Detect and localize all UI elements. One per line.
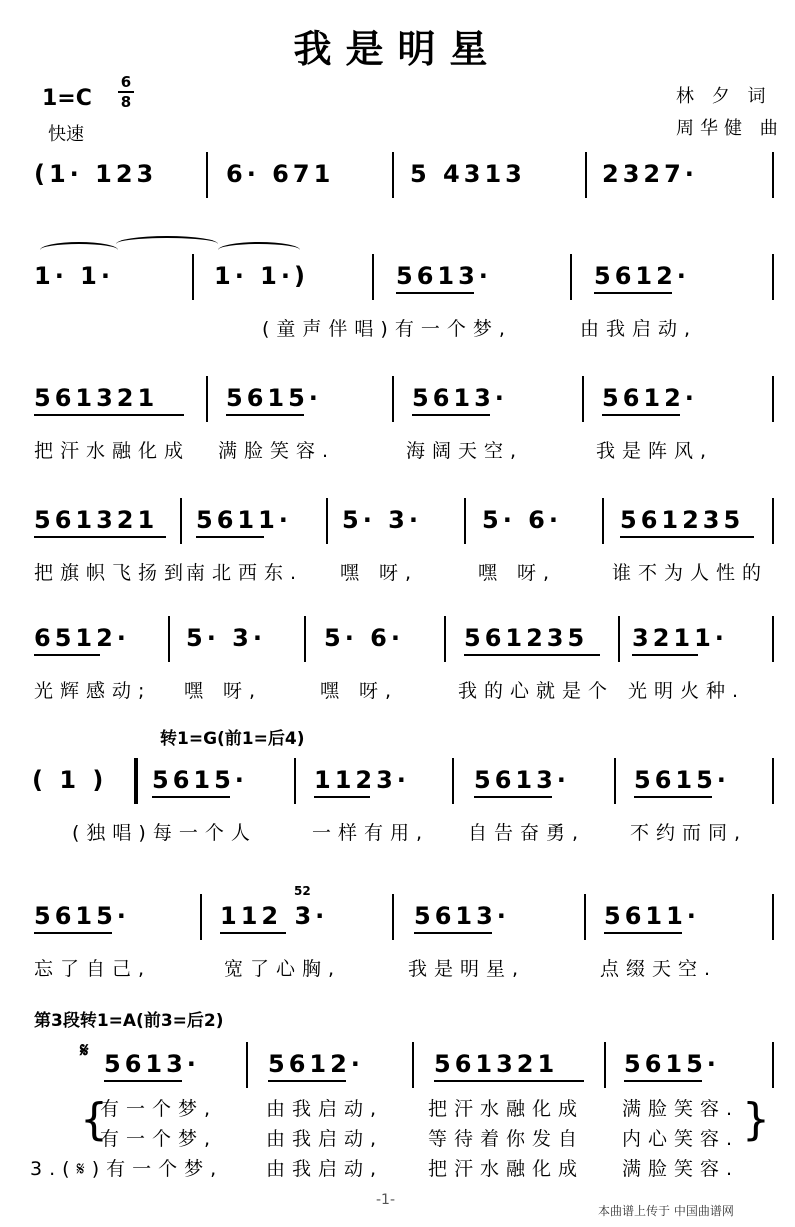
- measure: 2327·: [602, 160, 698, 188]
- page-number: -1-: [376, 1192, 396, 1208]
- verse-1-lyric: 把汗水融化成: [428, 1098, 585, 1120]
- beam: [268, 1080, 346, 1082]
- lyric: 嘿 呀,: [320, 680, 399, 702]
- barline: [326, 498, 328, 544]
- barline: [614, 758, 616, 804]
- grace-note: 52: [294, 884, 311, 898]
- composer-credit: 周华健 曲: [676, 118, 784, 139]
- measure: 5611·: [604, 902, 700, 930]
- beam: [34, 932, 112, 934]
- measure: 6· 671: [226, 160, 335, 188]
- barline: [464, 498, 466, 544]
- lyric: (童声伴唱)有一个梦,: [262, 318, 512, 340]
- beam: [632, 654, 698, 656]
- measure: 6512·: [34, 624, 130, 652]
- barline: [582, 376, 584, 422]
- barline: [772, 376, 774, 422]
- measure: 5· 6·: [324, 624, 404, 652]
- beam: [624, 1080, 702, 1082]
- barline: [570, 254, 572, 300]
- barline: [602, 498, 604, 544]
- repeat-start-barline: [134, 758, 138, 804]
- barline: [772, 498, 774, 544]
- beam: [314, 796, 370, 798]
- measure: 561321: [34, 506, 159, 534]
- measure: 5· 6·: [482, 506, 562, 534]
- barline: [372, 254, 374, 300]
- modulation-marking: 转1=G(前1=后4): [160, 729, 305, 749]
- measure: 5612·: [594, 262, 690, 290]
- barline: [772, 758, 774, 804]
- barline: [585, 152, 587, 198]
- lyric: (独唱)每一个人: [72, 822, 257, 844]
- slur: [40, 242, 118, 258]
- lyric: 不约而同,: [630, 822, 748, 844]
- beam: [34, 654, 100, 656]
- measure: 112 3·: [220, 902, 329, 930]
- beam: [34, 414, 184, 416]
- verse-2-lyric: 有一个梦,: [100, 1128, 218, 1150]
- barline: [772, 254, 774, 300]
- barline: [392, 152, 394, 198]
- barline: [392, 894, 394, 940]
- measure: 5· 3·: [186, 624, 266, 652]
- lyric: 嘿 呀,: [478, 562, 557, 584]
- barline: [206, 152, 208, 198]
- measure: 5615·: [34, 902, 130, 930]
- lyric: 南北西东.: [186, 562, 304, 584]
- lyric: 光明火种.: [628, 680, 746, 702]
- measure: 561321: [434, 1050, 559, 1078]
- barline: [772, 616, 774, 662]
- verse-brace: {: [80, 1094, 108, 1145]
- source-credit: 本曲谱上传于 中国曲谱网: [598, 1204, 734, 1218]
- lyric: 嘿 呀,: [340, 562, 419, 584]
- beam: [594, 292, 672, 294]
- verse-1-lyric: 有一个梦,: [100, 1098, 218, 1120]
- lyric: 点缀天空.: [600, 958, 718, 980]
- barline: [772, 1042, 774, 1088]
- slur: [116, 236, 218, 252]
- meter-top: 6: [120, 73, 132, 91]
- measure: 1· 1·: [34, 262, 114, 290]
- barline: [180, 498, 182, 544]
- lyricist-credit: 林 夕 词: [676, 86, 772, 107]
- measure: 5613·: [414, 902, 510, 930]
- barline: [304, 616, 306, 662]
- measure: 5612·: [268, 1050, 364, 1078]
- measure: 5615·: [226, 384, 322, 412]
- verse-1-lyric: 满脸笑容.: [622, 1098, 740, 1120]
- beam: [620, 536, 754, 538]
- measure: 5612·: [602, 384, 698, 412]
- barline: [452, 758, 454, 804]
- barline: [168, 616, 170, 662]
- beam: [220, 932, 286, 934]
- measure: 5613·: [474, 766, 570, 794]
- measure: 561321: [34, 384, 159, 412]
- barline: [618, 616, 620, 662]
- lyric: 一样有用,: [312, 822, 430, 844]
- lyric: 嘿 呀,: [184, 680, 263, 702]
- barline: [206, 376, 208, 422]
- measure: 5611·: [196, 506, 292, 534]
- modulation-marking: 第3段转1=A(前3=后2): [34, 1011, 224, 1031]
- verse-2-lyric: 内心笑容.: [622, 1128, 740, 1150]
- beam: [412, 414, 490, 416]
- barline: [584, 894, 586, 940]
- barline: [604, 1042, 606, 1088]
- measure: 561235: [464, 624, 589, 652]
- lyric: 宽了心胸,: [224, 958, 342, 980]
- barline: [412, 1042, 414, 1088]
- measure: 5613·: [396, 262, 492, 290]
- measure: 561235: [620, 506, 745, 534]
- beam: [464, 654, 600, 656]
- verse-2-lyric: 等待着你发自: [428, 1128, 585, 1150]
- barline: [772, 894, 774, 940]
- measure: 5615·: [634, 766, 730, 794]
- beam: [414, 932, 492, 934]
- measure: 1123·: [314, 766, 410, 794]
- measure: (1· 123: [34, 160, 158, 188]
- beam: [434, 1080, 584, 1082]
- segno-icon: 𝄋: [80, 1038, 89, 1062]
- beam: [396, 292, 474, 294]
- beam: [634, 796, 712, 798]
- meter-bottom: 8: [120, 93, 132, 111]
- barline: [192, 254, 194, 300]
- lyric: 把旗帜飞扬到: [34, 562, 191, 584]
- beam: [196, 536, 264, 538]
- verse-3-lyric: 满脸笑容.: [622, 1158, 740, 1180]
- measure: 1· 1·): [214, 262, 309, 290]
- beam: [104, 1080, 182, 1082]
- measure: 5613·: [104, 1050, 200, 1078]
- measure: 5· 3·: [342, 506, 422, 534]
- lyric: 由我启动,: [580, 318, 698, 340]
- lyric: 把汗水融化成: [34, 440, 191, 462]
- verse-2-lyric: 由我启动,: [266, 1128, 384, 1150]
- tempo-marking: 快速: [48, 124, 84, 145]
- measure: 5615·: [624, 1050, 720, 1078]
- lyric: 我是明星,: [408, 958, 526, 980]
- lyric: 光辉感动;: [34, 680, 152, 702]
- key-signature: 1=C: [42, 86, 92, 111]
- beam: [226, 414, 304, 416]
- verse-3-lyric: 由我启动,: [266, 1158, 384, 1180]
- verse-brace-right: }: [742, 1094, 770, 1145]
- lyric: 自告奋勇,: [468, 822, 586, 844]
- beam: [602, 414, 680, 416]
- barline: [246, 1042, 248, 1088]
- verse-3-lyric: 把汗水融化成: [428, 1158, 585, 1180]
- song-title: 我是明星: [293, 26, 502, 71]
- lyric: 谁不为人性的: [612, 562, 769, 584]
- beam: [474, 796, 552, 798]
- lyric: 满脸笑容.: [218, 440, 336, 462]
- barline: [392, 376, 394, 422]
- barline: [444, 616, 446, 662]
- slur: [218, 242, 300, 258]
- verse-1-lyric: 由我启动,: [266, 1098, 384, 1120]
- lyric: 我是阵风,: [596, 440, 714, 462]
- measure: 5615·: [152, 766, 248, 794]
- beam: [152, 796, 230, 798]
- measure: 5613·: [412, 384, 508, 412]
- time-signature: [118, 74, 134, 110]
- barline: [294, 758, 296, 804]
- beam: [34, 536, 166, 538]
- barline: [772, 152, 774, 198]
- beam: [604, 932, 682, 934]
- barline: [200, 894, 202, 940]
- lyric: 我的心就是个: [458, 680, 615, 702]
- verse-3-lyric: 3.(𝄋)有一个梦,: [30, 1158, 224, 1180]
- measure: 5 4313: [410, 160, 526, 188]
- measure: ( 1 ): [32, 766, 108, 794]
- measure: 3211·: [632, 624, 728, 652]
- lyric: 忘了自己,: [34, 958, 152, 980]
- lyric: 海阔天空,: [406, 440, 524, 462]
